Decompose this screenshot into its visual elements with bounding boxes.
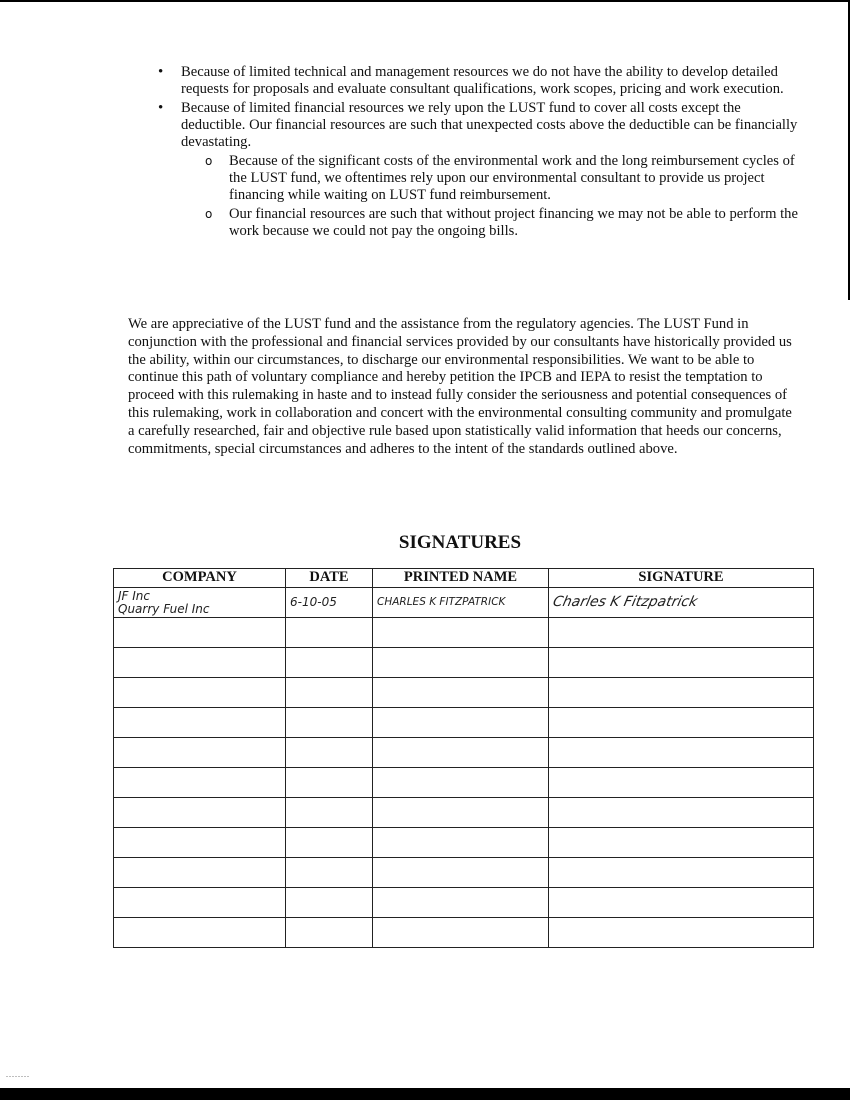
date-cell[interactable] xyxy=(286,588,373,618)
bullet-text: Because of limited financial resources we rely upon the LUST fund to cover all costs except the deductible. Our financial resources are such that unexpected costs above the deductible can be financially devastating. xyxy=(181,100,798,150)
company-cell[interactable] xyxy=(114,678,286,708)
table-row xyxy=(114,708,814,738)
signature-cell[interactable] xyxy=(549,858,814,888)
table-row xyxy=(114,888,814,918)
company-handwriting-line1: JF Inc xyxy=(118,588,150,603)
date-cell[interactable] xyxy=(286,858,373,888)
scan-edge-bottom xyxy=(0,1088,850,1100)
printed-name-cell[interactable] xyxy=(373,618,549,648)
sub-bullet-item-1 xyxy=(205,153,805,204)
company-cell[interactable] xyxy=(114,588,286,618)
company-cell[interactable] xyxy=(114,828,286,858)
table-row xyxy=(114,768,814,798)
printed-name-cell[interactable] xyxy=(373,708,549,738)
bullet-list xyxy=(155,64,805,242)
header-company: COMPANY xyxy=(114,569,286,588)
scan-artifact-dots: ........ xyxy=(6,1070,30,1079)
printed-name-cell[interactable] xyxy=(373,588,549,618)
date-cell[interactable] xyxy=(286,768,373,798)
company-cell[interactable] xyxy=(114,708,286,738)
sub-bullet-marker: o xyxy=(205,207,213,221)
table-row xyxy=(114,618,814,648)
signature-cell[interactable] xyxy=(549,828,814,858)
signature-handwriting: Charles K Fitzpatrick xyxy=(551,594,699,610)
company-cell[interactable] xyxy=(114,648,286,678)
table-row xyxy=(114,858,814,888)
printed-name-cell[interactable] xyxy=(373,768,549,798)
date-cell[interactable] xyxy=(286,678,373,708)
signature-table-header xyxy=(114,569,814,588)
header-signature: SIGNATURE xyxy=(549,569,814,588)
company-cell[interactable] xyxy=(114,768,286,798)
sub-bullet-text: Because of the significant costs of the environmental work and the long reimbursement cycles of the LUST fund, we oftentimes rely upon our environmental consultant to provide us project financing while waiting on LUST fund reimbursement. xyxy=(229,153,795,203)
printed-name-cell[interactable] xyxy=(373,678,549,708)
printed-name-handwriting: CHARLES K FITZPATRICK xyxy=(377,596,506,608)
date-cell[interactable] xyxy=(286,648,373,678)
date-cell[interactable] xyxy=(286,828,373,858)
signature-cell[interactable] xyxy=(549,588,814,618)
table-row xyxy=(114,798,814,828)
printed-name-cell[interactable] xyxy=(373,858,549,888)
signature-cell[interactable] xyxy=(549,708,814,738)
company-cell[interactable] xyxy=(114,918,286,948)
date-cell[interactable] xyxy=(286,618,373,648)
sub-bullet-marker: o xyxy=(205,154,213,168)
signatures-heading: SIGNATURES xyxy=(398,532,522,553)
sub-bullet-item-2 xyxy=(205,206,805,240)
printed-name-cell[interactable] xyxy=(373,738,549,768)
signature-cell[interactable] xyxy=(549,738,814,768)
signature-cell[interactable] xyxy=(549,678,814,708)
table-row xyxy=(114,648,814,678)
signature-cell[interactable] xyxy=(549,618,814,648)
bullet-item-2 xyxy=(155,100,805,240)
printed-name-cell[interactable] xyxy=(373,918,549,948)
table-row xyxy=(114,738,814,768)
printed-name-cell[interactable] xyxy=(373,648,549,678)
company-handwriting-line2: Quarry Fuel Inc xyxy=(118,601,210,616)
company-cell[interactable] xyxy=(114,738,286,768)
date-cell[interactable] xyxy=(286,738,373,768)
header-date: DATE xyxy=(286,569,373,588)
table-row xyxy=(114,588,814,618)
date-cell[interactable] xyxy=(286,798,373,828)
signature-cell[interactable] xyxy=(549,798,814,828)
table-row xyxy=(114,918,814,948)
printed-name-cell[interactable] xyxy=(373,828,549,858)
bullet-item-1 xyxy=(155,64,805,98)
signature-cell[interactable] xyxy=(549,768,814,798)
signature-cell[interactable] xyxy=(549,918,814,948)
signature-cell[interactable] xyxy=(549,648,814,678)
bullet-text: Because of limited technical and management resources we do not have the ability to develop detailed requests for proposals and evaluate consultant qualifications, work scopes, pricing and work execution. xyxy=(181,64,784,97)
company-cell[interactable] xyxy=(114,888,286,918)
signature-cell[interactable] xyxy=(549,888,814,918)
company-cell[interactable] xyxy=(114,618,286,648)
date-cell[interactable] xyxy=(286,918,373,948)
signature-table xyxy=(113,568,814,948)
sub-bullet-list xyxy=(181,153,805,240)
petition-paragraph: We are appreciative of the LUST fund and the assistance from the regulatory agencies. The LUST Fund in conjunction with the professional and financial services provided by our consultants have historically provided us the ability, within our circumstances, to discharge our environmental responsibilities. We want to be able to continue this path of voluntary compliance and hereby petition the IPCB and IEPA to resist the temptation to proceed with this rulemaking in haste and to instead fully consider the seriousness and potential consequences of this rulemaking, work in collaboration and concert with the environmental consulting community and promulgate a carefully researched, fair and objective rule based upon statistically valid information that heeds our concerns, commitments, special circumstances and adheres to the intent of the standards outlined above. xyxy=(128,316,792,457)
company-cell[interactable] xyxy=(114,858,286,888)
printed-name-cell[interactable] xyxy=(373,798,549,828)
sub-bullet-text: Our financial resources are such that without project financing we may not be able to perform the work because we could not pay the ongoing bills. xyxy=(229,206,798,239)
date-cell[interactable] xyxy=(286,888,373,918)
table-row xyxy=(114,828,814,858)
date-cell[interactable] xyxy=(286,708,373,738)
signature-table-body xyxy=(114,588,814,948)
printed-name-cell[interactable] xyxy=(373,888,549,918)
company-cell[interactable] xyxy=(114,798,286,828)
header-printed-name: PRINTED NAME xyxy=(373,569,549,588)
table-row xyxy=(114,678,814,708)
date-handwriting: 6-10-05 xyxy=(290,595,337,609)
scan-edge-top xyxy=(0,0,850,2)
